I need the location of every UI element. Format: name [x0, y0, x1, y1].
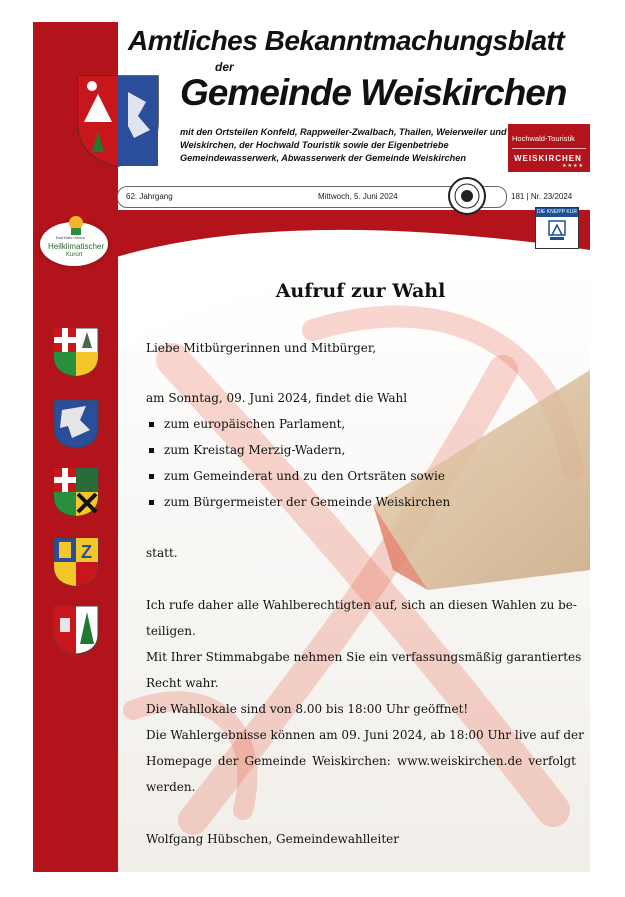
coat-of-arms-icon	[72, 72, 164, 168]
kneipp-label: DIE KNEIPP KUR	[537, 209, 577, 215]
election-item-text: zum Bürgermeister der Gemeinde Weiskirchen	[164, 495, 451, 509]
statt-line: statt.	[146, 546, 178, 560]
volume-year: 62. Jahrgang	[126, 192, 173, 201]
badge-divider	[512, 148, 586, 149]
klima-top-text: Bad Bahn Klima	[56, 235, 85, 240]
konfeld-crest-icon	[52, 326, 100, 378]
results-line2: Homepage der Gemeinde Weiskirchen: www.weiskirchen.de verfolgt	[146, 754, 576, 768]
masthead-der: der	[215, 60, 234, 74]
intro-line: am Sonntag, 09. Juni 2024, findet die Wahl	[146, 391, 408, 405]
badge-stars: ★★★★	[562, 163, 584, 169]
weiskirchen-crest-icon	[52, 604, 100, 656]
signature: Wolfgang Hübschen, Gemeindewahlleiter	[146, 832, 399, 846]
badge-line1: Hochwald-Touristik	[512, 134, 575, 143]
election-item-text: zum Gemeinderat und zu den Ortsräten sowie	[164, 469, 445, 483]
paragraph-right-line2: Recht wahr.	[146, 676, 219, 690]
election-item	[149, 469, 445, 483]
election-item	[149, 495, 450, 509]
klima-sub-text: Kurort	[66, 252, 83, 258]
thailen-crest-icon	[52, 466, 100, 518]
heilklimatischer-kurort-logo	[40, 222, 108, 266]
results-line1: Die Wahlergebnisse können am 09. Juni 2024, ab 18:00 Uhr live auf der	[146, 728, 584, 742]
polling-hours: Die Wahllokale sind von 8.00 bis 18:00 Uhr geöffnet!	[146, 702, 469, 716]
weierweiler-crest-icon	[52, 536, 100, 588]
paragraph-right-line1: Mit Ihrer Stimmabgabe nehmen Sie ein verfassungsmäßig garantiertes	[146, 650, 582, 664]
issue-date: Mittwoch, 5. Juni 2024	[318, 192, 398, 201]
election-item-text: zum europäischen Parlament,	[164, 417, 346, 431]
kneipp-emblem-icon	[548, 220, 566, 242]
election-item-text: zum Kreistag Merzig-Wadern,	[164, 443, 346, 457]
results-line3: werden.	[146, 780, 196, 794]
paragraph-call-line1: Ich rufe daher alle Wahlberechtigten auf, sich an diesen Wahlen zu be-	[146, 598, 577, 612]
masthead-subtitle: mit den Ortsteilen Konfeld, Rappweiler-Zwalbach, Thailen, Weierweiler und Weiskirchen, der Hochwald Touristik sowie der Eigenbetriebe Gemeindewasserwerk, Abwasserwerk der Gemeinde Weiskirchen	[180, 127, 507, 163]
greeting: Liebe Mitbürgerinnen und Mitbürger,	[146, 341, 377, 355]
kneipp-kur-logo	[535, 207, 579, 249]
certification-seal-icon	[447, 176, 487, 216]
sun-icon	[67, 214, 85, 236]
paragraph-call-line2: teiligen.	[146, 624, 196, 638]
masthead-title: Amtliches Bekanntmachungsblatt	[128, 25, 565, 56]
issue-number: 181 | Nr. 23/2024	[511, 192, 573, 201]
election-item	[149, 417, 345, 431]
svg-text:Z: Z	[81, 542, 92, 562]
masthead-municipality: Gemeinde Weiskirchen	[180, 72, 567, 113]
klima-main-text: Heilklimatischer	[48, 242, 105, 251]
rappweiler-zwalbach-crest-icon	[52, 398, 100, 450]
article-title: Aufruf zur Wahl	[275, 280, 446, 302]
election-item	[149, 443, 345, 457]
hochwald-touristik-badge	[508, 124, 590, 172]
ballot-cross-illustration	[33, 210, 590, 872]
badge-line2: WEISKIRCHEN	[514, 154, 582, 163]
